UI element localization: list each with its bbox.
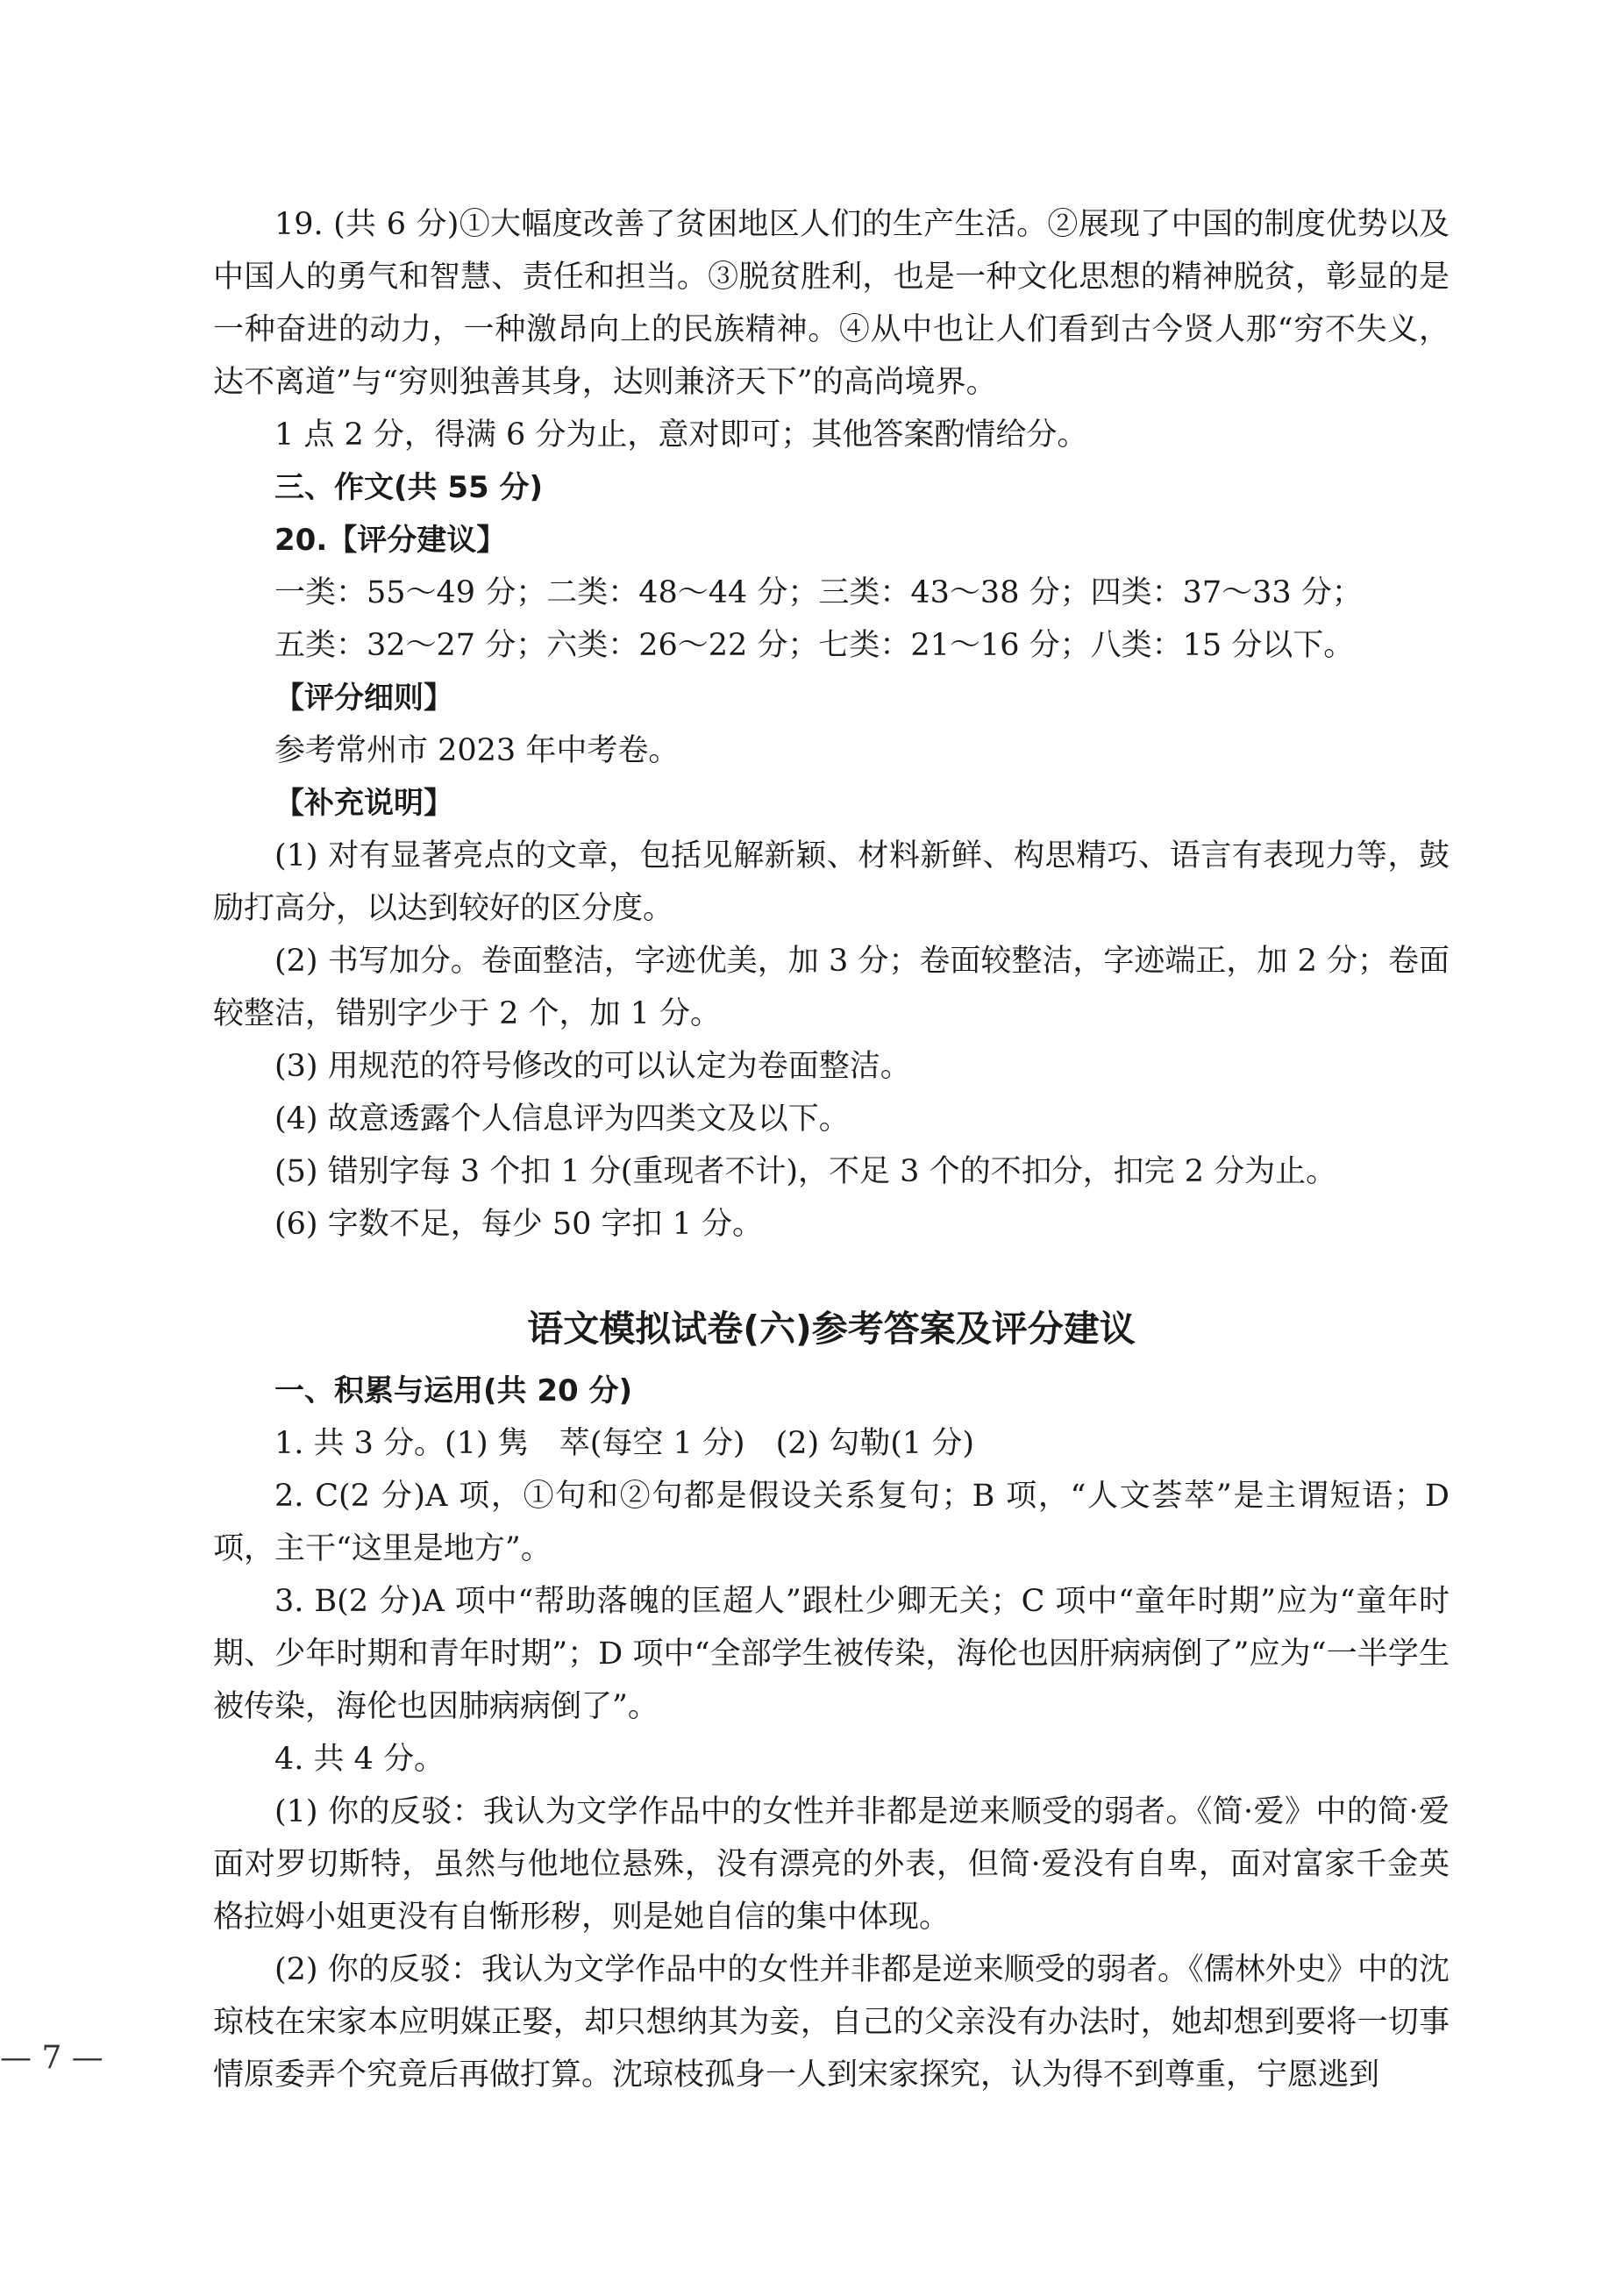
footer-dash-left: — xyxy=(0,2040,42,2076)
q4-part-1: (1) 你的反驳：我认为文学作品中的女性并非都是逆来顺受的弱者。《简·爱》中的简·爱面对罗切斯特，虽然与他地位悬殊，没有漂亮的外表，但简·爱没有自卑，面对富家千金英格拉姆小姐更没有自惭形秽，则是她自信的集中体现。 xyxy=(213,1794,1450,1935)
q3-answer: 3. B(2 分)A 项中“帮助落魄的匡超人”跟杜少卿无关；C 项中“童年时期”应为“童年时期、少年时期和青年时期”；D 项中“全部学生被传染，海伦也因肝病病倒了”应为“一半学生被传染，海伦也因肺病病倒了”。 xyxy=(213,1584,1450,1724)
detail-text: 参考常州市 2023 年中考卷。 xyxy=(274,733,680,768)
q20-grades-line-2: 五类：32～27 分；六类：26～22 分；七类：21～16 分；八类：15 分以下。 xyxy=(274,628,1355,663)
q19-scoring: 1 点 2 分，得满 6 分为止，意对即可；其他答案酌情给分。 xyxy=(274,417,1088,453)
supplement-item: (3) 用规范的符号修改的可以认定为卷面整洁。 xyxy=(274,1049,911,1084)
detail-heading: 【评分细则】 xyxy=(274,681,453,716)
q4-answer: 4. 共 4 分。 xyxy=(274,1742,445,1777)
supplement-item: (6) 字数不足，每少 50 字扣 1 分。 xyxy=(274,1207,764,1242)
page-number: 7 xyxy=(41,2040,62,2076)
q19-answer: 19. (共 6 分)①大幅度改善了贫困地区人们的生产生活。②展现了中国的制度优势以及中国人的勇气和智慧、责任和担当。③脱贫胜利，也是一种文化思想的精神脱贫，彰显的是一种奋进的动力，一种激昂向上的民族精神。④从中也让人们看到古今贤人那“穷不失义，达不离道”与“穷则独善其身，达则兼济天下”的高尚境界。 xyxy=(213,207,1450,400)
section-title: 语文模拟试卷(六)参考答案及评分建议 xyxy=(527,1308,1136,1350)
q1-answer: 1. 共 3 分。(1) 隽 萃(每空 1 分) (2) 勾勒(1 分) xyxy=(274,1426,974,1461)
q4-part-2: (2) 你的反驳：我认为文学作品中的女性并非都是逆来顺受的弱者。《儒林外史》中的沈琼枝在宋家本应明媒正娶，却只想纳其为妾，自己的父亲没有办法时，她却想到要将一切事情原委弄个究竟后再做打算。沈琼枝孤身一人到宋家探究，认为得不到尊重，宁愿逃到 xyxy=(213,1952,1450,2093)
page-footer xyxy=(0,2040,103,2076)
supplement-item: (1) 对有显著亮点的文章，包括见解新颖、材料新鲜、构思精巧、语言有表现力等，鼓励打高分，以达到较好的区分度。 xyxy=(213,838,1450,926)
part1-heading: 一、积累与运用(共 20 分) xyxy=(274,1373,633,1408)
q2-answer: 2. C(2 分)A 项，①句和②句都是假设关系复句；B 项，“人文荟萃”是主谓短语；D 项，主干“这里是地方”。 xyxy=(213,1479,1450,1566)
q20-grades-line-1: 一类：55～49 分；二类：48～44 分；三类：43～38 分；四类：37～33 分； xyxy=(274,575,1363,610)
supplement-item: (5) 错别字每 3 个扣 1 分(重现者不计)，不足 3 个的不扣分，扣完 2 分为止。 xyxy=(274,1154,1337,1189)
supplement-item: (2) 书写加分。卷面整洁，字迹优美，加 3 分；卷面较整洁，字迹端正，加 2 分；卷面较整洁，错别字少于 2 个，加 1 分。 xyxy=(213,944,1450,1031)
composition-heading: 三、作文(共 55 分) xyxy=(274,470,544,505)
page-content xyxy=(213,198,1450,2101)
supplement-heading: 【补充说明】 xyxy=(274,786,453,821)
q20-heading: 20.【评分建议】 xyxy=(274,523,507,558)
supplement-item: (4) 故意透露个人信息评为四类文及以下。 xyxy=(274,1102,850,1137)
footer-dash-right: — xyxy=(61,2040,103,2076)
